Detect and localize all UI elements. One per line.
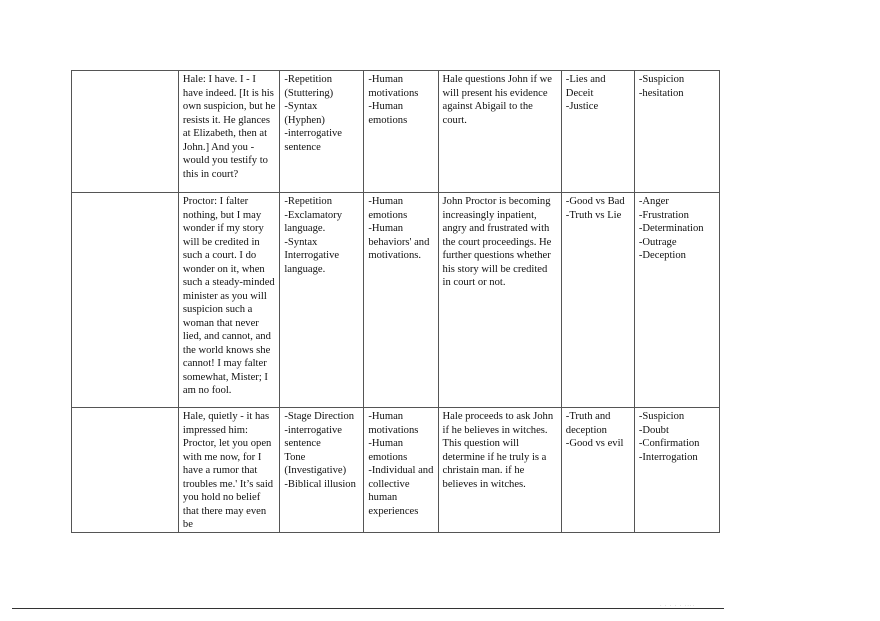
footer-mark: · · · · · ···· — [660, 604, 696, 609]
quote-cell: Proctor: I falter nothing, but I may wonder if my story will be credited in such a court. I do wonder on it, when such a steady-minded minister as you will suspicion such a woman that never lied, and cannot, and the world knows she cannot! I may falter somewhat, Mister; I am no fool. — [178, 193, 279, 408]
quote-cell: Hale, quietly - it has impressed him: Proctor, let you open with me now, for I have a rumor that troubles me.' It’s said you hold no belief that there may even be — [178, 408, 279, 533]
technique-cell: -Repetition -Exclamatory language. -Syntax Interrogative language. — [280, 193, 364, 408]
theme-cell: -Truth and deception -Good vs evil — [561, 408, 634, 533]
table-row — [72, 71, 720, 193]
analysis-table — [71, 70, 720, 533]
emotion-cell: -Suspicion -Doubt -Confirmation -Interrogation — [634, 408, 719, 533]
explanation-cell: Hale questions John if we will present his evidence against Abigail to the court. — [438, 71, 561, 193]
technique-cell: -Stage Direction -interrogative sentence Tone (Investigative) -Biblical illusion — [280, 408, 364, 533]
technique-cell: -Repetition (Stuttering) -Syntax (Hyphen) -interrogative sentence — [280, 71, 364, 193]
theme-cell: -Good vs Bad -Truth vs Lie — [561, 193, 634, 408]
explanation-cell: Hale proceeds to ask John if he believes in witches. This question will determine if he truly is a christain man. if he believes in witches. — [438, 408, 561, 533]
concept-cell: -Human emotions -Human behaviors' and motivations. — [364, 193, 438, 408]
blank-cell — [72, 71, 179, 193]
concept-cell: -Human motivations -Human emotions -Individual and collective human experiences — [364, 408, 438, 533]
table-row — [72, 193, 720, 408]
emotion-cell: -Anger -Frustration -Determination -Outrage -Deception — [634, 193, 719, 408]
concept-cell: -Human motivations -Human emotions — [364, 71, 438, 193]
theme-cell: -Lies and Deceit -Justice — [561, 71, 634, 193]
blank-cell — [72, 408, 179, 533]
blank-cell — [72, 193, 179, 408]
footer-rule — [12, 608, 724, 609]
explanation-cell: John Proctor is becoming increasingly inpatient, angry and frustrated with the court proceedings. He further questions whether his story will be credited in court or not. — [438, 193, 561, 408]
emotion-cell: -Suspicion -hesitation — [634, 71, 719, 193]
quote-cell: Hale: I have. I - I have indeed. [It is his own suspicion, but he resists it. He glances at Elizabeth, then at John.] And you - would you testify to this in court? — [178, 71, 279, 193]
table-row — [72, 408, 720, 533]
